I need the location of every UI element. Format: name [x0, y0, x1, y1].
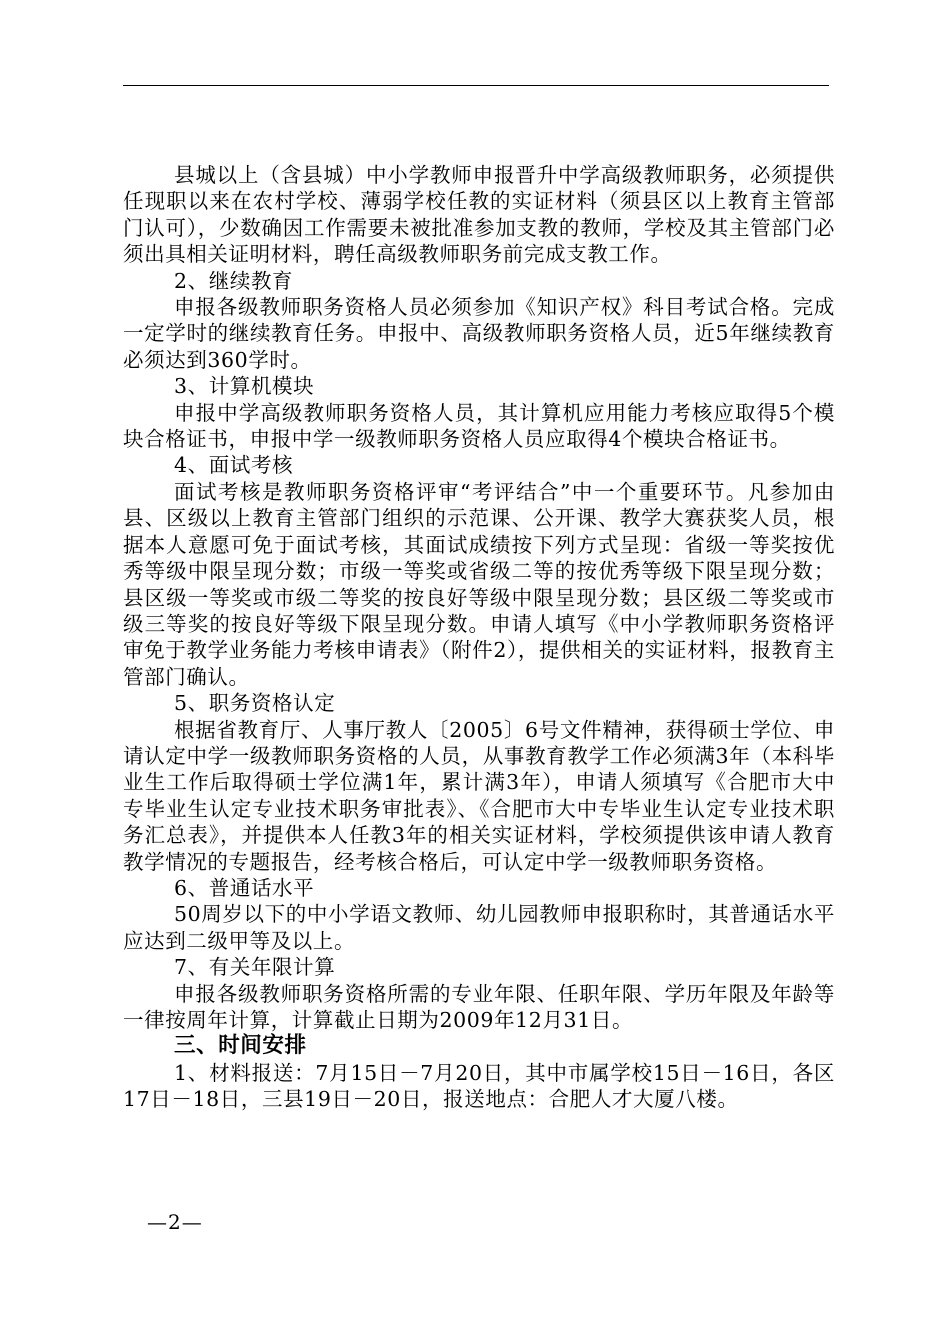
paragraph-interview-assessment: 面试考核是教师职务资格评审“考评结合”中一个重要环节。凡参加由县、区级以上教育主管部门组织的示范课、公开课、教学大赛获奖人员，根据本人意愿可免于面试考核，其面试成绩按下列方式呈现：省级一等奖按优秀等级中限呈现分数；市级一等奖或省级二等的按优秀等级下限呈现分数；县区级一等奖或市级二等奖的按良好等级中限呈现分数；县区级二等奖或市级三等奖的按良好等级下限呈现分数。申请人填写《中小学教师职务资格评审免于教学业务能力考核申请表》（附件2），提供相关的实证材料，报教育主管部门确认。 — [123, 479, 835, 689]
heading-interview-assessment: 4、面试考核 — [174, 453, 294, 478]
heading-qualification-recognition: 5、职务资格认定 — [174, 691, 336, 716]
section-heading-schedule: 三、时间安排 — [174, 1033, 307, 1059]
document-body — [123, 162, 835, 1113]
heading-year-calculation: 7、有关年限计算 — [174, 955, 336, 980]
page-number: —2— — [147, 1210, 203, 1234]
paragraph-qualification-recognition: 根据省教育厅、人事厅教人〔2005〕6号文件精神，获得硕士学位、申请认定中学一级教师职务资格的人员，从事教育教学工作必须满3年（本科毕业生工作后取得硕士学位满1年，累计满3年），申请人须填写《合肥市大中专毕业生认定专业技术职务审批表》、《合肥市大中专毕业生认定专业技术职务汇总表》，并提供本人任教3年的相关实证材料，学校须提供该申请人教育教学情况的专题报告，经考核合格后，可认定中学一级教师职务资格。 — [123, 717, 835, 874]
heading-continuing-education: 2、继续教育 — [174, 268, 294, 293]
paragraph-computer-modules: 申报中学高级教师职务资格人员，其计算机应用能力考核应取得5个模块合格证书，申报中学一级教师职务资格人员应取得4个模块合格证书。 — [123, 400, 835, 452]
heading-computer-modules: 3、计算机模块 — [174, 374, 315, 399]
paragraph-mandarin-level: 50周岁以下的中小学语文教师、幼儿园教师申报职称时，其普通话水平应达到二级甲等及以上。 — [123, 902, 835, 953]
heading-mandarin-level: 6、普通话水平 — [174, 875, 315, 900]
paragraph-rural-teaching-requirement: 县城以上（含县城）中小学教师申报晋升中学高级教师职务，必须提供任现职以来在农村学校、薄弱学校任教的实证材料（须县区以上教育主管部门认可），少数确因工作需要未被批准参加支教的教师，学校及其主管部门必须出具相关证明材料，聘任高级教师职务前完成支教工作。 — [123, 163, 835, 267]
header-rule — [123, 85, 829, 86]
paragraph-material-submission: 1、材料报送：7月15日－7月20日，其中市属学校15日－16日，各区17日－18日，三县19日－20日，报送地点：合肥人才大厦八楼。 — [123, 1060, 835, 1112]
paragraph-year-calculation: 申报各级教师职务资格所需的专业年限、任职年限、学历年限及年龄等一律按周年计算，计算截止日期为2009年12月31日。 — [123, 981, 835, 1032]
paragraph-continuing-education: 申报各级教师职务资格人员必须参加《知识产权》科目考试合格。完成一定学时的继续教育任务。申报中、高级教师职务资格人员，近5年继续教育必须达到360学时。 — [123, 295, 835, 372]
